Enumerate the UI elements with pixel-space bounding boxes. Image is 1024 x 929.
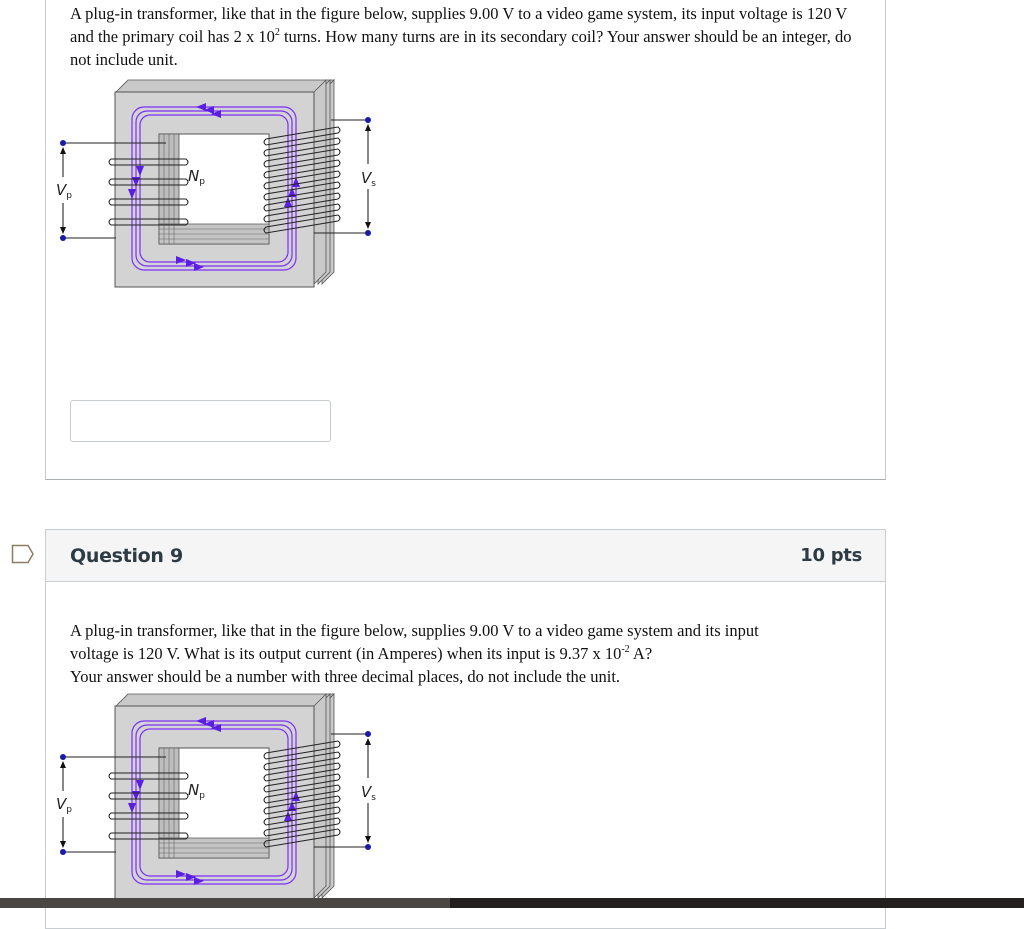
svg-text:Np: $N_p$	[188, 167, 205, 187]
transformer-figure	[56, 691, 386, 911]
transformer-figure	[56, 77, 386, 297]
bookmark-outline-icon[interactable]	[11, 544, 35, 564]
bottom-bar-left-segment	[0, 898, 450, 908]
svg-text:Np: $N_p$	[188, 781, 205, 801]
svg-text:Vp: $V_p$	[56, 795, 72, 815]
question-header	[46, 530, 885, 582]
question-text-part: A?	[629, 644, 653, 663]
superscript: 2	[274, 27, 280, 38]
question-text-line	[70, 642, 759, 665]
question-points: 10 pts	[800, 545, 862, 566]
question-text-part: voltage is 120 V. What is its output current (in Amperes) when its input is 9.37 x 10	[70, 644, 622, 663]
question-text-part: A plug-in transformer, like that in the figure below, supplies 9.00 V to a video game system, its input voltage is 120 V and the primary coil has 2 x 10	[70, 4, 848, 46]
question-9-card	[45, 529, 886, 929]
superscript: -2	[621, 644, 630, 655]
question-text-part: turns. How many turns are in its secondary coil? Your answer should be an integer, do not include unit.	[70, 27, 852, 69]
svg-text:Vs: $V_s$	[361, 169, 376, 189]
answer-input[interactable]	[70, 400, 331, 442]
svg-text:Vp: $V_p$	[56, 181, 72, 201]
bottom-bar-right-segment	[450, 898, 1024, 908]
question-8-text	[46, 2, 885, 71]
question-text-line: A plug-in transformer, like that in the figure below, supplies 9.00 V to a video game system and its input	[70, 621, 759, 640]
question-text-line: Your answer should be a number with three decimal places, do not include the unit.	[70, 667, 621, 686]
transformer-diagram-icon	[56, 77, 386, 297]
transformer-diagram-icon	[56, 691, 386, 911]
svg-text:Vs: $V_s$	[361, 783, 376, 803]
bottom-bar	[0, 898, 1024, 908]
question-9-text	[46, 619, 779, 688]
question-8-card	[45, 0, 886, 480]
question-title: Question 9	[70, 544, 183, 567]
